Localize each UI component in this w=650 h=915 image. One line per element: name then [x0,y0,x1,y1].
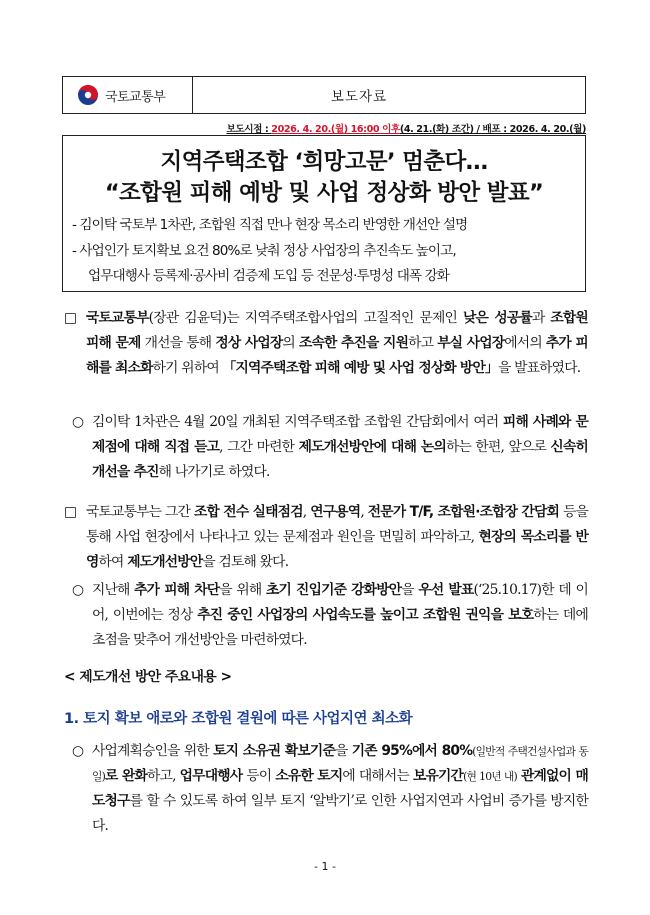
release-prefix: 보도시점 : [226,124,272,135]
paragraph-2-text: 김이탁 1차관은 4월 20일 개최된 지역주택조합 조합원 간담회에서 여러 피해 사례와 문제점에 대해 직접 듣고, 그간 마련한 제도개선방안에 대해 논의하는 한편, 앞으로 신속히 개선을 추진해 나가기로 하였다. [92,414,589,480]
paragraph-3-text: 국토교통부는 그간 조합 전수 실태점검, 연구용역, 전문가 T/F, 조합원·조합장 간담회 등을 통해 사업 현장에서 나타나고 있는 문제점과 원인을 면밀히 파악하고, 현장의 목소리를 반영하여 제도개선방안을 검토해 왔다. [86,504,588,570]
ministry-name: 국토교통부 [105,89,166,105]
section-1-title: 1. 토지 확보 애로와 조합원 결원에 따른 사업지연 최소화 [64,711,413,727]
header-box [62,76,586,114]
headline-box [62,135,586,292]
paragraph-4 [64,578,588,653]
section-heading: < 제도개선 방안 주요내용 > [64,669,232,685]
paragraph-4-text: 지난해 추가 피해 차단을 위해 초기 진입기준 강화방안을 우선 발표(‘25.10.17)한 데 이어, 이번에는 정상 추진 중인 사업장의 사업속도를 높이고 조합원 권익을 보호하는 데에 초점을 맞추어 개선방안을 마련하였다. [92,582,588,648]
release-info [140,121,586,135]
release-distribution: / 배포 : 2026. 4. 20.(월) [473,124,586,135]
circle-bullet-icon: ○ [72,414,84,430]
release-embargo-note: (4. 21.(화) 조간) [399,124,474,135]
release-embargo: 2026. 4. 20.(월) 16:00 이후 [271,124,400,135]
square-bullet-icon: □ [64,504,77,520]
page-number: - 1 - [314,860,336,873]
paragraph-1-text: 국토교통부(장관 김윤덕)는 지역주택조합사업의 고질적인 문제인 낮은 성공률과 조합원 피해 문제 개선을 통해 정상 사업장의 조속한 추진을 지원하고 부실 사업장에서의 추가 피해를 최소화하기 위하여 「지역주택조합 피해 예방 및 사업 정상화 방안」을 발표하였다. [86,310,588,376]
ministry-logo [63,77,193,113]
paragraph-5 [64,739,588,839]
square-bullet-icon: □ [64,310,77,326]
circle-bullet-icon: ○ [72,582,84,598]
headline-line1: 지역주택조합 ‘희망고문’ 멈춘다… [160,149,488,175]
headline-line2: “조합원 피해 예방 및 사업 정상화 방안 발표” [104,180,544,206]
headline-bullet-1: - 김이탁 국토부 1차관, 조합원 직접 만나 현장 목소리 반영한 개선안 설명 [72,217,468,233]
headline-bullet-2: - 사업인가 토지확보 요건 80%로 낮춰 정상 사업장의 추진속도 높이고, [72,243,456,259]
headline-bullet-3: 업무대행사 등록제·공사비 검증제 도입 등 전문성·투명성 대폭 강화 [88,268,450,284]
doc-type: 보도자료 [330,89,388,105]
paragraph-3 [64,500,588,575]
paragraph-1 [64,306,588,381]
taegeuk-logo-icon [77,84,99,106]
paragraph-2 [64,410,588,485]
paragraph-5-text: 사업계획승인을 위한 토지 소유권 확보기준을 기존 95%에서 80%(일반적 주택건설사업과 동일)로 완화하고, 업무대행사 등이 소유한 토지에 대해서는 보유기간(현 10년 내) 관계없이 매도청구를 할 수 있도록 하여 일부 토지 ‘알박기’로 인한 사업지연과 사업비 증가를 방지한다. [92,743,588,834]
circle-bullet-icon: ○ [72,743,84,759]
